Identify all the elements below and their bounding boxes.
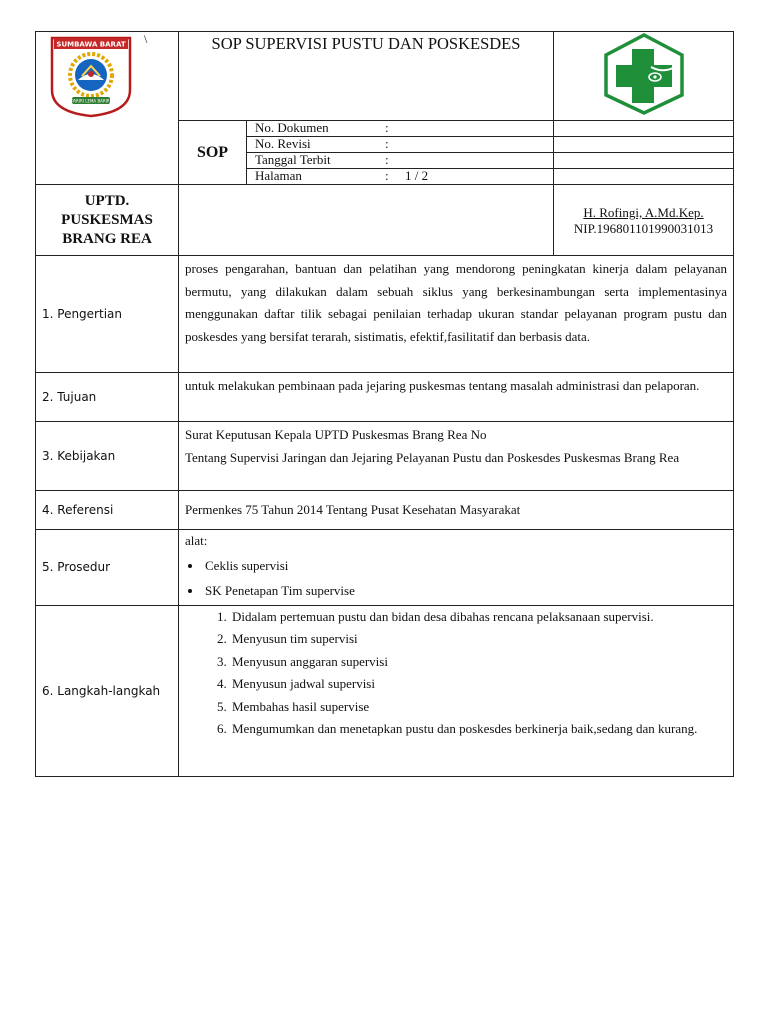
section-body-langkah	[179, 605, 734, 776]
list-item: 5. Membahas hasil supervise	[230, 696, 727, 719]
meta-halaman-right	[554, 169, 734, 185]
kemkes-logo-cell	[554, 32, 734, 121]
meta-sep: :	[385, 136, 389, 151]
prosedur-list	[185, 553, 727, 603]
list-item: 6. Mengumumkan dan menetapkan pustu dan poskesdes berkinerja baik,sedang dan kurang.	[230, 718, 727, 741]
district-logo-cell	[36, 32, 179, 185]
section-label-referensi: 4. Referensi	[36, 491, 179, 530]
section-label-prosedur: 5. Prosedur	[36, 530, 179, 606]
document-title: SOP SUPERVISI PUSTU DAN POSKESDES	[179, 32, 554, 121]
list-item: 2. Menyusun tim supervisi	[230, 628, 727, 651]
sop-document	[35, 31, 733, 777]
kebijakan-line-1: Surat Keputusan Kepala UPTD Puskesmas Brang Rea No	[185, 427, 487, 442]
kebijakan-line-2: Tentang Supervisi Jaringan dan Jejaring Pelayanan Pustu dan Poskesdes Puskesmas Brang Rea	[185, 449, 680, 465]
meta-label-text: Tanggal Terbit	[255, 152, 331, 167]
meta-tanggal-value	[554, 153, 734, 169]
list-item: 1. Didalam pertemuan pustu dan bidan desa dibahas rencana pelaksanaan supervisi.	[230, 606, 727, 629]
signer-nip: NIP.196801101990031013	[573, 221, 714, 236]
meta-tanggal	[247, 153, 554, 169]
meta-sep: :	[385, 120, 389, 135]
list-item: • Ceklis supervisi	[203, 553, 727, 578]
signer-name: H. Rofingi, A.Md.Kep.	[583, 205, 704, 220]
section-body-kebijakan	[179, 422, 734, 491]
list-item: 3. Menyusun anggaran supervisi	[230, 651, 727, 674]
section-body-pengertian: proses pengarahan, bantuan dan pelatihan yang mendorong peningkatan kinerja dalam pelayanan bermutu, yang dilakukan dalam sebuah siklus yang berkesinambungan serta implementasinya menggunakan daftar tilik sebagai penilaian terhadap ukuran standar pelayanan program pustu dan poskesdes yang bersifat terarah, sistimatis, efektif,fasilitatif dan berbasis data.	[179, 256, 734, 373]
corner-mark: \	[144, 32, 148, 46]
meta-revisi-value	[554, 137, 734, 153]
meta-label-text: No. Revisi	[255, 136, 311, 151]
prosedur-intro: alat:	[185, 533, 208, 548]
section-body-prosedur	[179, 530, 734, 606]
section-body-referensi: Permenkes 75 Tahun 2014 Tentang Pusat Kesehatan Masyarakat	[179, 491, 734, 530]
section-label-pengertian: 1. Pengertian	[36, 256, 179, 373]
meta-sep: :	[385, 168, 389, 183]
section-body-tujuan: untuk melakukan pembinaan pada jejaring puskesmas tentang masalah administrasi dan pelaporan.	[179, 373, 734, 422]
meta-dokumen	[247, 121, 554, 137]
svg-text:SUMBAWA BARAT: SUMBAWA BARAT	[56, 40, 126, 49]
section-label-langkah: 6. Langkah-langkah	[36, 605, 179, 776]
section-label-tujuan: 2. Tujuan	[36, 373, 179, 422]
sop-label: SOP	[179, 121, 247, 185]
langkah-list	[185, 606, 727, 741]
org-line-3: BRANG REA	[62, 230, 152, 247]
meta-label-text: No. Dokumen	[255, 120, 329, 135]
meta-halaman-value: 1 / 2	[405, 168, 429, 183]
list-item: 4. Menyusun jadwal supervisi	[230, 673, 727, 696]
section-label-kebijakan: 3. Kebijakan	[36, 422, 179, 491]
meta-label-text: Halaman	[255, 168, 302, 183]
sumbawa-barat-logo	[36, 32, 179, 180]
org-line-2: PUSKESMAS	[61, 211, 153, 228]
signature-block	[554, 185, 734, 256]
org-line-1: UPTD.	[84, 192, 130, 209]
sop-table	[35, 31, 734, 777]
kemkes-logo	[599, 32, 689, 116]
meta-halaman	[247, 169, 554, 185]
blank-cell	[179, 185, 554, 256]
svg-text:PARIRI LEMA BARIRI: PARIRI LEMA BARIRI	[71, 98, 111, 104]
list-item: • SK Penetapan Tim supervise	[203, 578, 727, 603]
organization-name	[36, 185, 179, 256]
meta-revisi	[247, 137, 554, 153]
meta-dokumen-value	[554, 121, 734, 137]
meta-sep: :	[385, 152, 389, 167]
